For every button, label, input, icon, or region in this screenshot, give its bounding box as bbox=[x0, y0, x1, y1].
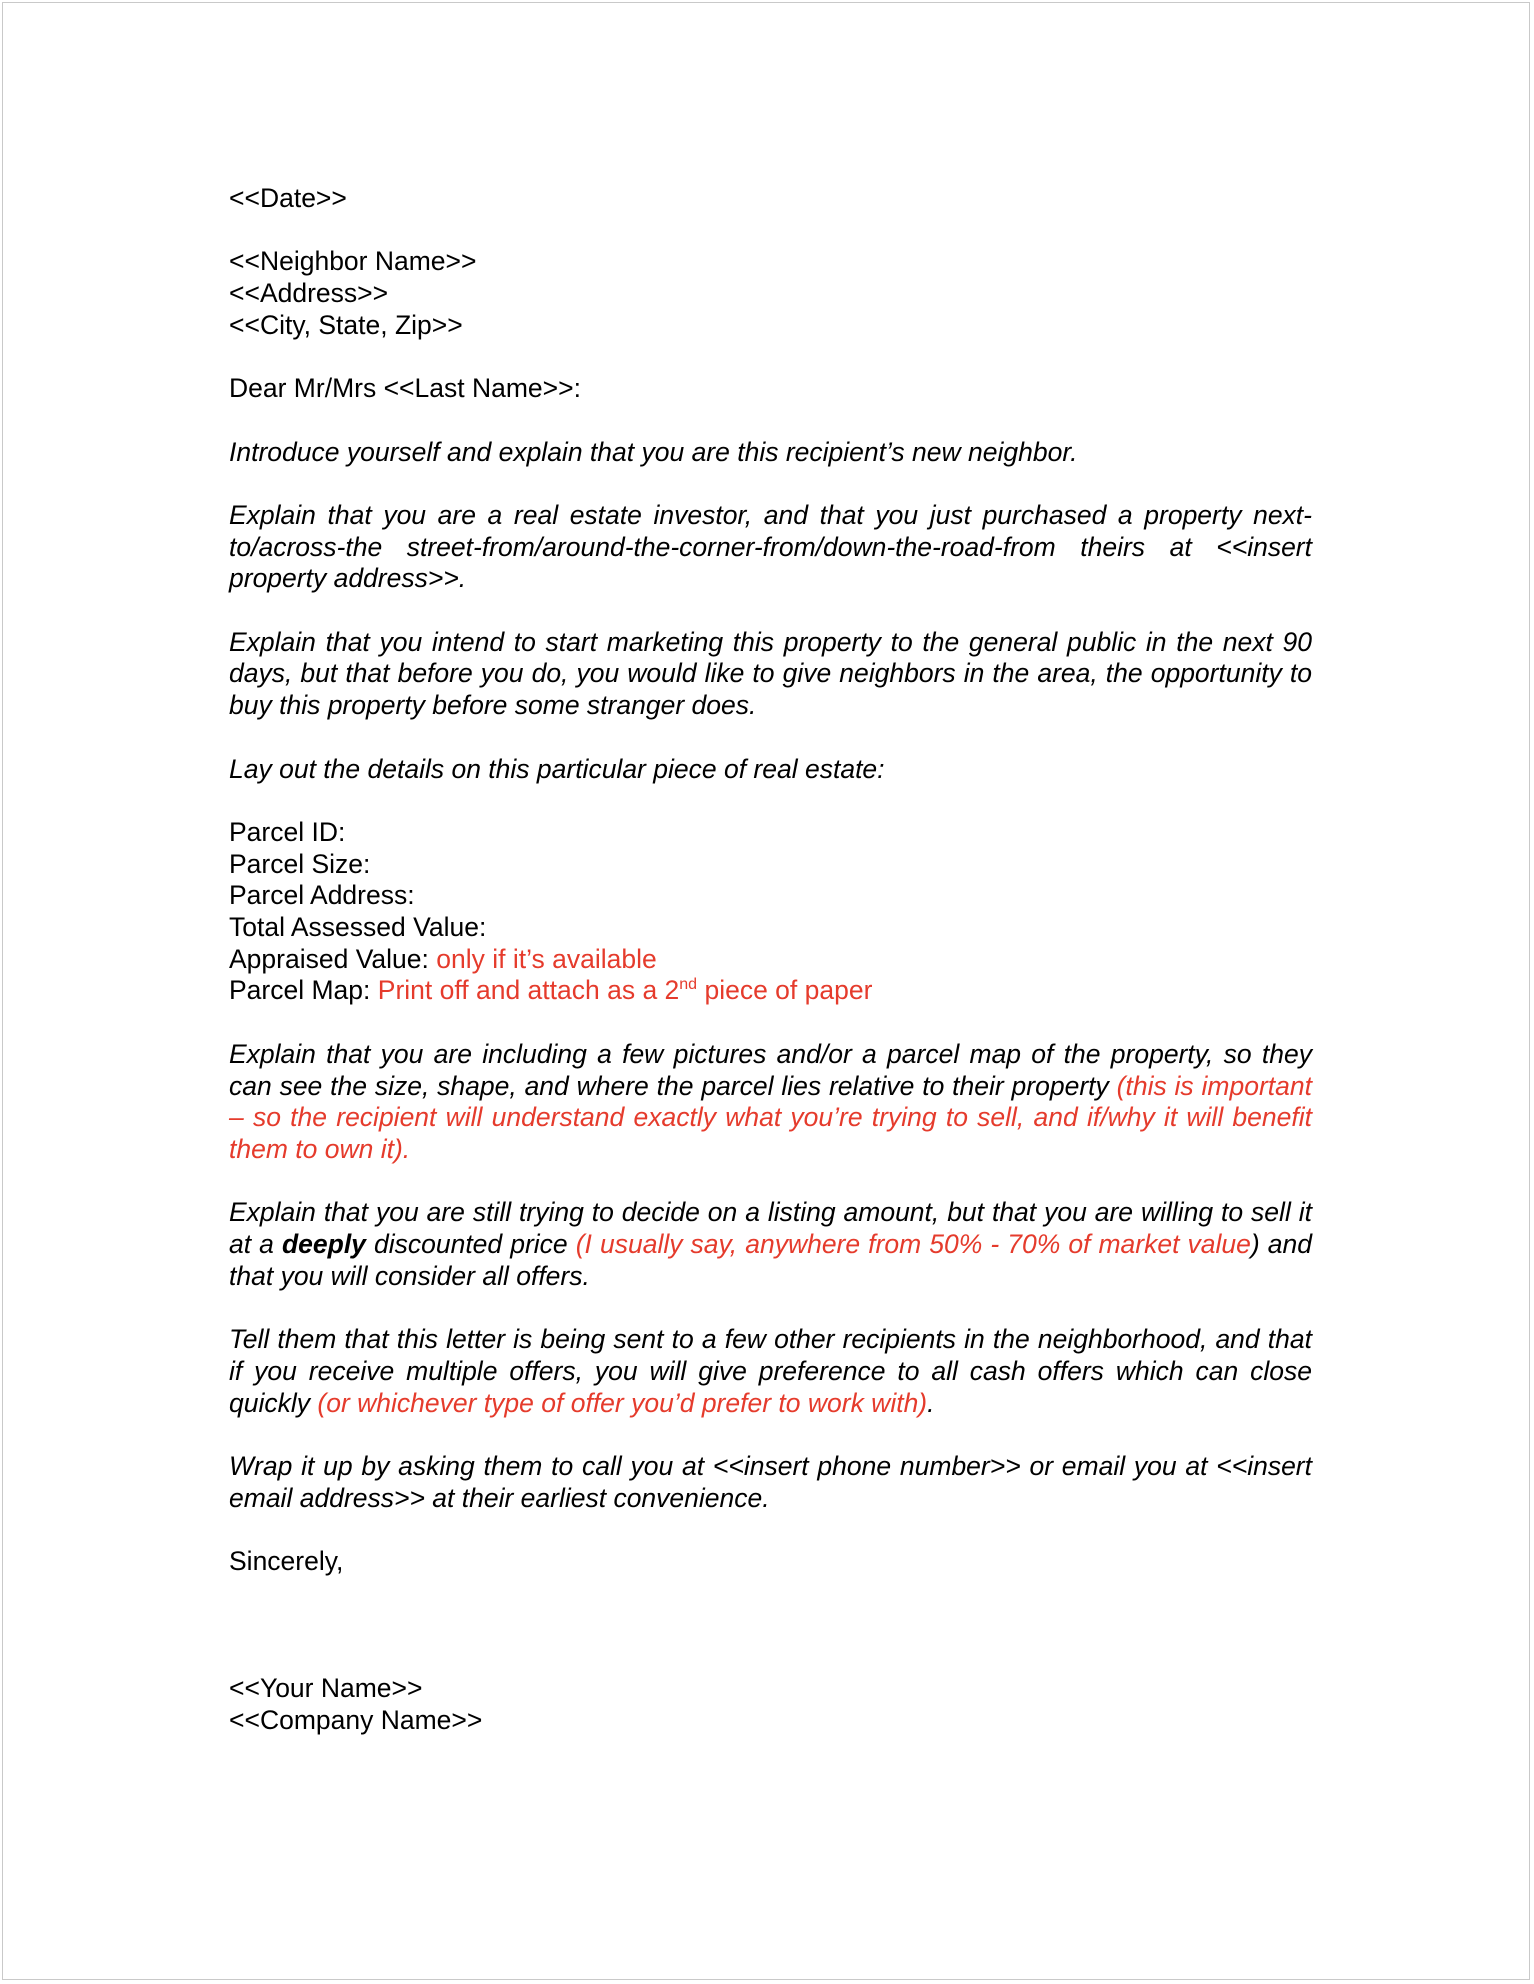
parcel-details-list bbox=[229, 817, 1312, 1007]
paragraph-offers: Tell them that this letter is being sent to a few other recipients in the neighborhood, and that if you receive multiple offers, you will give preference to all cash offers which can close quickly (or whichever type of offer you’d prefer to work with). bbox=[229, 1324, 1312, 1418]
paragraph-investor: Explain that you are a real estate investor, and that you just purchased a property next-to/across-the street-from/around-the-corner-from/down-the-road-from theirs at <<insert property address>>. bbox=[229, 499, 1312, 594]
paragraph-wrap-up: Wrap it up by asking them to call you at <<insert phone number>> or email you at <<insert email address>> at their earliest convenience. bbox=[229, 1450, 1312, 1513]
paragraph-marketing: Explain that you intend to start marketing this property to the general public in the next 90 days, but that before you do, you would like to give neighbors in the area, the opportunity to buy this property before some stranger does. bbox=[229, 626, 1312, 721]
parcel-map-row bbox=[229, 975, 1312, 1007]
parcel-map-note: Print off and attach as a 2nd piece of paper bbox=[377, 975, 873, 1006]
pictures-note: (this is important – so the recipient will understand exactly what you’re trying to sell, and if/why it will benefit them to own it). bbox=[229, 1070, 1312, 1164]
date-placeholder: <<Date>> bbox=[229, 183, 347, 213]
offers-note: (or whichever type of offer you’d prefer to work with) bbox=[317, 1387, 928, 1418]
total-assessed-value-label: Total Assessed Value: bbox=[229, 912, 487, 943]
appraised-value-row bbox=[229, 944, 1312, 976]
appraised-value-note: only if it’s available bbox=[436, 943, 657, 974]
recipient-address: <<Address>> bbox=[229, 278, 389, 309]
parcel-address-label: Parcel Address: bbox=[229, 880, 415, 911]
ordinal-superscript: nd bbox=[679, 976, 698, 994]
parcel-map-label: Parcel Map: bbox=[229, 975, 371, 1006]
salutation: Dear Mr/Mrs <<Last Name>>: bbox=[229, 373, 581, 404]
paragraph-pictures: Explain that you are including a few pictures and/or a parcel map of the property, so they can see the size, shape, and where the parcel lies relative to their property (this is important – so the recipient will understand exactly what you’re trying to sell, and if/why it will benefit them to own it). bbox=[229, 1038, 1312, 1164]
parcel-id-label: Parcel ID: bbox=[229, 816, 346, 847]
emphasis-deeply: deeply bbox=[281, 1229, 366, 1260]
recipient-address-block bbox=[229, 246, 1312, 341]
appraised-value-label: Appraised Value: bbox=[229, 943, 429, 974]
paragraph-intro: Introduce yourself and explain that you are this recipient’s new neighbor. bbox=[229, 436, 1078, 467]
recipient-city-state-zip: <<City, State, Zip>> bbox=[229, 309, 463, 340]
parcel-size-label: Parcel Size: bbox=[229, 848, 371, 879]
paragraph-price: Explain that you are still trying to decide on a listing amount, but that you are willing to sell it at a deeply discounted price (I usually say, anywhere from 50% - 70% of market value) and that you will consider all offers. bbox=[229, 1197, 1312, 1291]
company-name-placeholder: <<Company Name>> bbox=[229, 1704, 483, 1735]
your-name-placeholder: <<Your Name>> bbox=[229, 1672, 423, 1703]
document-page bbox=[2, 2, 1530, 1980]
closing: Sincerely, bbox=[229, 1546, 344, 1577]
recipient-name: <<Neighbor Name>> bbox=[229, 246, 477, 277]
letter-body bbox=[229, 183, 1312, 1736]
paragraph-details: Lay out the details on this particular piece of real estate: bbox=[229, 753, 885, 784]
signature-block bbox=[229, 1673, 1312, 1736]
price-note: (I usually say, anywhere from 50% - 70% of market value bbox=[575, 1229, 1251, 1260]
